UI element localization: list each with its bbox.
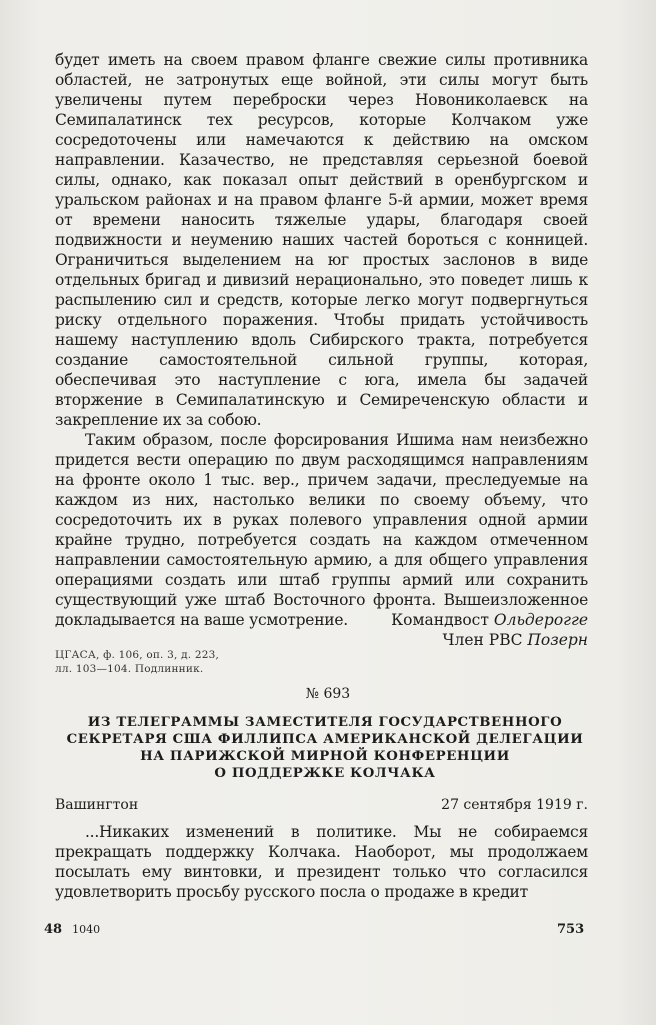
signature-rvs-role: Член РВС — [442, 631, 523, 649]
document-number: № 693 — [305, 686, 351, 702]
footer-left-page: 48 — [44, 922, 63, 937]
archive-line-1: ЦГАСА, ф. 106, оп. 3, д. 223, — [55, 649, 220, 661]
archive-reference — [55, 648, 315, 676]
signature-rvs-name: Позерн — [527, 631, 588, 649]
document-date: 27 сентября 1919 г. — [441, 797, 588, 813]
document-place: Вашингтон — [55, 797, 139, 813]
paragraph-2: Таким образом, после форсирования Ишима нам неизбежно придется вести операцию по двум расходящимся направлениям на фронте около 1 тыс. вер., причем задачи, преследуемые на каждом из них, настолько велики по своему объему, что сосредоточить их в руках полевого управления одной армии крайне трудно, потребуется создать на каждом отмеченном направлении самостоятельную армию, а для общего управления операциями создать или штаб группы армий или сохранить существующий уже штаб Восточного фронта. Вышеизложенное докладывается на ваше усмотрение. — [55, 431, 588, 629]
signature-commander-role: Командвост — [391, 611, 489, 629]
document-title — [55, 714, 595, 782]
title-line-2: СЕКРЕТАРЯ США ФИЛЛИПСА АМЕРИКАНСКОЙ ДЕЛЕГАЦИИ — [66, 732, 584, 747]
footer-right-page: 753 — [557, 922, 585, 937]
telegram-text — [55, 822, 588, 902]
title-line-4: О ПОДДЕРЖКЕ КОЛЧАКА — [214, 766, 436, 781]
paragraph-1: будет иметь на своем правом фланге свежие силы противника областей, не затронутых еще войной, эти силы могут быть увеличены путем переброски через Новониколаевск на Семипалатинск тех ресурсов, которые Колчаком уже сосредоточены или намечаются к действию на омском направлении. Казачество, не представляя серьезной боевой силы, однако, как показал опыт действий в оренбургском и уральском районах и на правом фланге 5-й армии, может время от времени наносить тяжелые удары, благодаря своей подвижности и неумению наших частей бороться с конницей. Ограничиться выделением на юг простых заслонов в виде отдельных бригад и дивизий нерационально, это поведет лишь к распылению сил и средств, которые легко могут подвергнуться риску отдельного поражения. Чтобы придать устойчивость нашему наступлению вдоль Сибирского тракта, потребуется создание самостоятельной сильной группы, которая, обеспечивая это наступление с юга, имела бы задачей вторжение в Семипалатинскую и Семиреченскую области и закрепление их за собою. — [55, 51, 588, 429]
footer-left-code: 1040 — [72, 923, 101, 936]
signature-rvs-member — [228, 630, 588, 650]
signature-commander-name: Ольдерогге — [493, 611, 588, 629]
title-line-3: НА ПАРИЖСКОЙ МИРНОЙ КОНФЕРЕНЦИИ — [140, 749, 510, 764]
archive-line-2: лл. 103—104. Подлинник. — [55, 663, 204, 675]
footer-left — [44, 922, 100, 937]
main-text — [55, 50, 588, 630]
title-line-1: ИЗ ТЕЛЕГРАММЫ ЗАМЕСТИТЕЛЯ ГОСУДАРСТВЕННОГО — [87, 715, 563, 730]
paragraph-3: ...Никаких изменений в политике. Мы не собираемся прекращать поддержку Колчака. Наоборот, мы продолжаем посылать ему винтовки, и президент только что согласился удовлетворить просьбу русского посла о продаже в кредит — [55, 823, 588, 901]
signature-commander — [228, 610, 588, 630]
